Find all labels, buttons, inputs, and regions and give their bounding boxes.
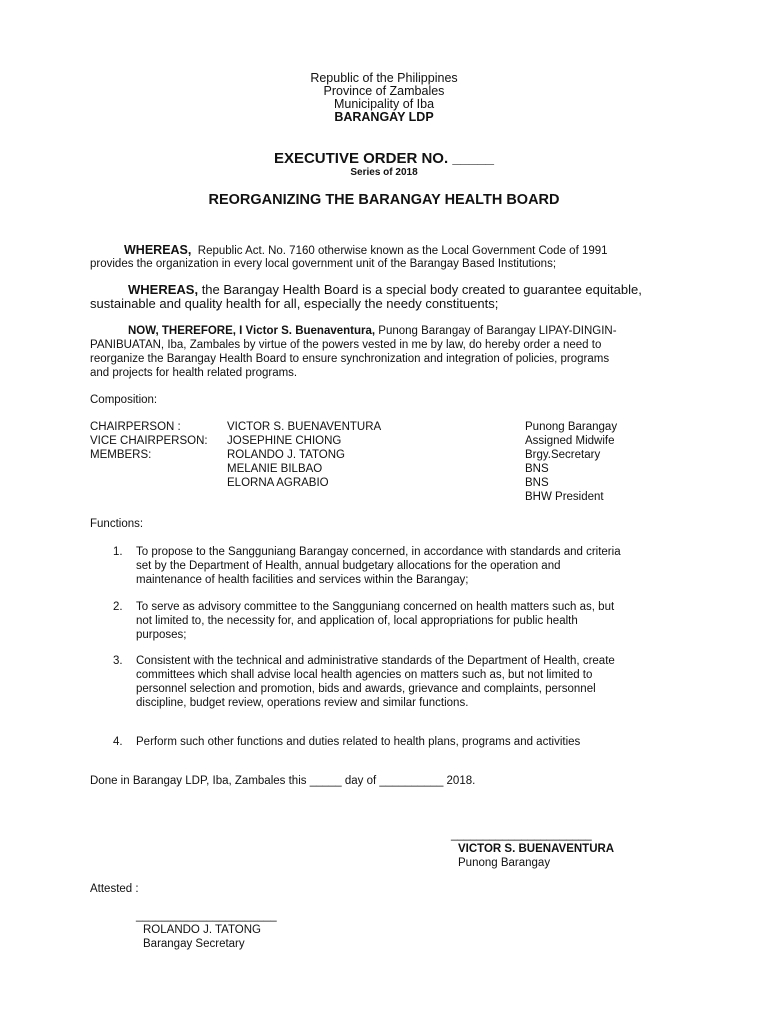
whereas-2-line-2: sustainable and quality health for all, especially the needy constituents; xyxy=(90,296,499,311)
function-2-line-1: To serve as advisory committee to the Sangguniang concerned on health matters such as, but xyxy=(136,601,615,613)
functions-heading: Functions: xyxy=(90,518,144,530)
whereas-1-lead: WHEREAS, xyxy=(124,243,192,257)
attested-signature-line: ______________________ xyxy=(136,910,277,922)
composition-name: ELORNA AGRABIO xyxy=(227,477,329,489)
done-in-line: Done in Barangay LDP, Iba, Zambales this _____ day of __________ 2018. xyxy=(90,775,476,787)
function-3-line-3: personnel selection and promotion, bids and awards, grievance and complaints, personnel xyxy=(136,683,596,695)
composition-role: CHAIRPERSON : xyxy=(90,421,181,433)
composition-heading: Composition: xyxy=(90,394,158,406)
now-therefore-line-1 xyxy=(90,324,677,338)
now-therefore-lead: NOW, THEREFORE, I Victor S. Buenaventura, xyxy=(128,325,376,337)
signature-line: ______________________ xyxy=(451,829,592,841)
function-2-line-2: not limited to, the necessity for, and application of, local appropriations for public health xyxy=(136,615,578,627)
composition-position: Assigned Midwife xyxy=(525,435,615,447)
header-barangay: BARANGAY LDP xyxy=(334,110,434,124)
function-3-line-2: committees which shall advise local health agencies on matters such as, but not limited to xyxy=(136,669,593,681)
signatory-title: Punong Barangay xyxy=(458,857,551,869)
function-number: 1. xyxy=(113,546,123,558)
composition-position: BHW President xyxy=(525,491,604,503)
whereas-1-line-2: provides the organization in every local government unit of the Barangay Based Institutions; xyxy=(90,258,557,270)
signatory-name: VICTOR S. BUENAVENTURA xyxy=(458,843,615,855)
header-municipality: Municipality of Iba xyxy=(333,97,435,111)
composition-role: MEMBERS: xyxy=(90,449,152,461)
whereas-2-text-1: the Barangay Health Board is a special body created to guarantee equitable, xyxy=(201,282,642,297)
composition-name: MELANIE BILBAO xyxy=(227,463,323,475)
whereas-2-line-1 xyxy=(90,282,642,297)
whereas-1-text-1: Republic Act. No. 7160 otherwise known as the Local Government Code of 1991 xyxy=(197,245,608,257)
composition-position: BNS xyxy=(525,477,549,489)
header-republic: Republic of the Philippines xyxy=(310,71,458,85)
function-number: 2. xyxy=(113,601,123,613)
now-therefore-line-3: reorganize the Barangay Health Board to ensure synchronization and integration of policies, programs xyxy=(90,353,610,365)
composition-position: BNS xyxy=(525,463,549,475)
order-title: EXECUTIVE ORDER NO. _____ xyxy=(273,150,495,167)
function-number: 4. xyxy=(113,736,123,748)
attested-label: Attested : xyxy=(90,883,139,895)
composition-role: VICE CHAIRPERSON: xyxy=(90,435,208,447)
now-therefore-text-1: Punong Barangay of Barangay LIPAY-DINGIN- xyxy=(378,325,617,337)
composition-name: VICTOR S. BUENAVENTURA xyxy=(227,421,382,433)
attested-name: ROLANDO J. TATONG xyxy=(143,924,261,936)
order-subject: REORGANIZING THE BARANGAY HEALTH BOARD xyxy=(208,192,560,208)
function-4-line-1: Perform such other functions and duties related to health plans, programs and activities xyxy=(136,736,581,748)
attested-title: Barangay Secretary xyxy=(143,938,245,950)
whereas-1-line-1 xyxy=(90,243,677,258)
function-3-line-4: discipline, budget review, operations review and similar functions. xyxy=(136,697,469,709)
function-1-line-1: To propose to the Sangguniang Barangay concerned, in accordance with standards and criteria xyxy=(136,546,621,558)
function-3-line-1: Consistent with the technical and administrative standards of the Department of Health, create xyxy=(136,655,615,667)
function-number: 3. xyxy=(113,655,123,667)
composition-name: ROLANDO J. TATONG xyxy=(227,449,345,461)
function-2-line-3: purposes; xyxy=(136,629,187,641)
whereas-2-lead: WHEREAS, xyxy=(128,282,199,297)
composition-name: JOSEPHINE CHIONG xyxy=(227,435,342,447)
function-1-line-2: set by the Department of Health, annual budgetary allocations for the operation and xyxy=(136,560,561,572)
order-series: Series of 2018 xyxy=(350,167,418,178)
now-therefore-line-2: PANIBUATAN, Iba, Zambales by virtue of the powers vested in me by law, do hereby order a need to xyxy=(90,339,602,351)
header-province: Province of Zambales xyxy=(323,84,445,98)
composition-position: Brgy.Secretary xyxy=(525,449,601,461)
now-therefore-line-4: and projects for health related programs. xyxy=(90,367,298,379)
composition-position: Punong Barangay xyxy=(525,421,618,433)
function-1-line-3: maintenance of health facilities and services within the Barangay; xyxy=(136,574,469,586)
